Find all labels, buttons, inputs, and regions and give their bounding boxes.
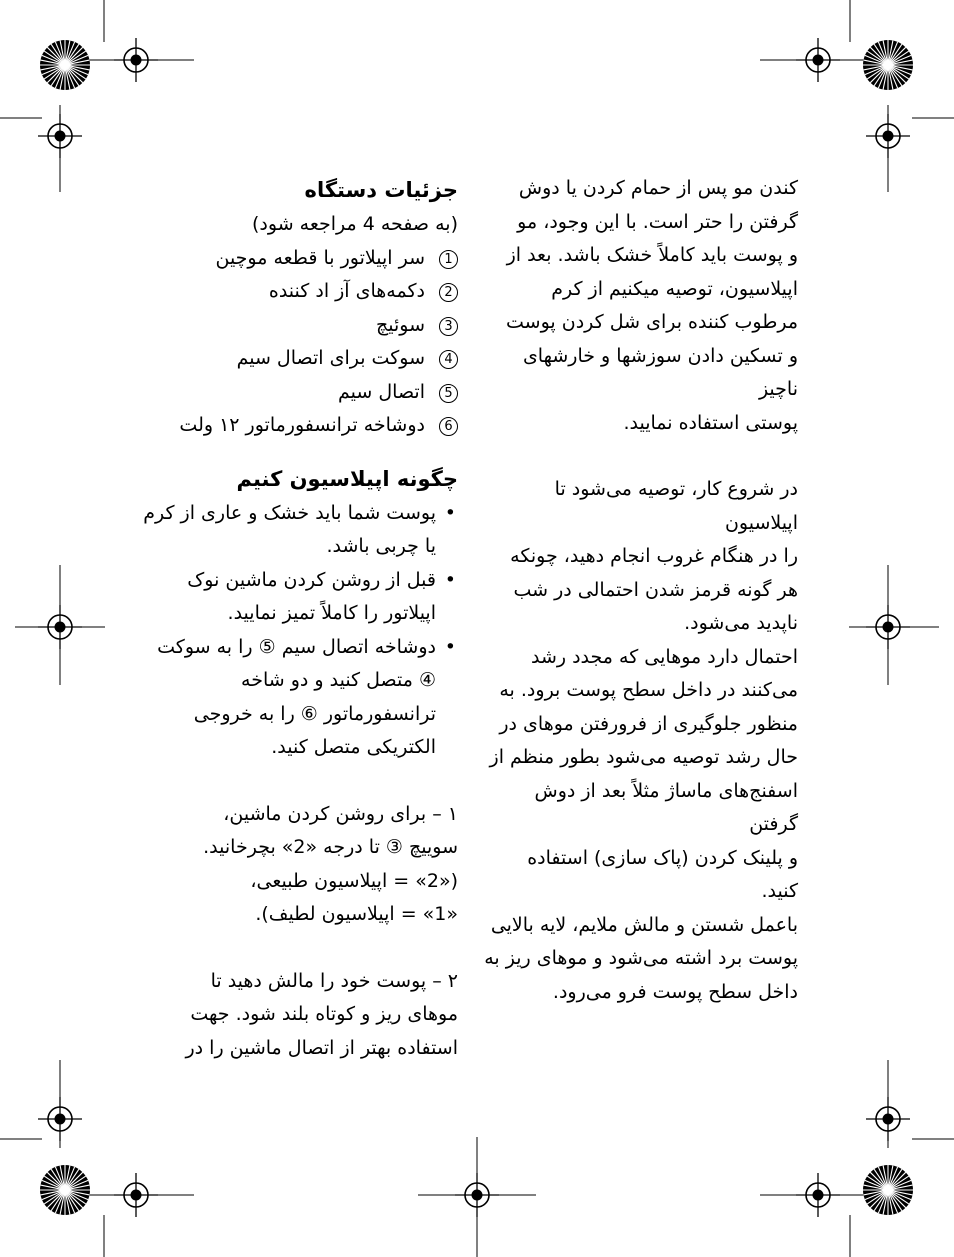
list-item [140,275,458,309]
list-item [140,309,458,343]
paragraph-ingrown-hairs: احتمال دارد موهایی که مجدد رشد می‌کنند در داخل سطح پوست برود. به منظور جلوگیری از فرورفتن موهای در حال رشد توصیه می‌شود بطور منظم از اسفنج‌های ماساژ مثلاً بعد از دوش گرفتن و پلینک کردن (پاک سازی) استفاده کنید. [489,645,798,902]
part-label: سوکت برای اتصال سیم [236,347,425,369]
list-item [140,376,458,410]
list-item [140,409,458,443]
spacer [140,932,458,965]
page-reference: (به صفحه 4 مراجعه شود) [252,213,458,235]
spacer [480,440,798,473]
part-label: سر اپیلاتور با قطعه موچین [215,246,425,269]
spacer [140,765,458,798]
part-number-badge: 5 [439,384,458,403]
part-number-badge: 4 [439,350,458,369]
part-number-badge: 3 [439,317,458,336]
parts-list [140,242,458,443]
step-1: ۱ – برای روشن کردن ماشین، سوییچ ③ تا درجه «2» بچرخانید. («2» = اپیلاسیون طبیعی، «1» = اپیلاسیون لطیف). [203,802,458,925]
bullet-item: • دوشاخه اتصال سیم ⑤ را به سوکت ④ متصل کنید و دو شاخه ترانسفورماتور ⑥ را به خروجی الکتریکی متصل کنید. [140,631,458,765]
left-text-column [140,172,458,1065]
bullet-list [140,497,458,765]
part-label: دکمه‌های آز اد کننده [268,280,425,302]
part-number-badge: 2 [439,283,458,302]
part-label: دوشاخه ترانسفورماتور ۱۲ ولت [179,414,425,436]
part-number-badge: 6 [439,417,458,436]
list-item [140,342,458,376]
step-2: ۲ – پوست خود را مالش دهید تا موهای ریز و کوتاه بلند شود. جهت استفاده بهتر از اتصال ماشین را در [185,969,458,1059]
right-text-column [480,172,798,1009]
part-number-badge: 1 [439,250,458,269]
paragraph-after-shower: کندن مو پس از حمام کردن یا دوش گرفتن را حتر است. با این وجود، مو و پوست باید کاملاً خشک باشد. بعد از اپیلاسیون، توصیه میکنیم از کرم مرطوب کننده برای شل کردن پوست و تسکین دادن سوزشها و خارشهای ناچیز پوستی استفاده نمایید. [506,177,798,434]
how-to-epilate-heading: چگونه اپیلاسیون کنیم [236,466,458,491]
bullet-item: • قبل از روشن کردن ماشین نوک اپیلاتور را کاملاً تمیز نمایید. [140,564,458,631]
paragraph-gentle-rubbing: باعمل شستن و مالش ملایم، لایه بالایی پوست برد اشته می‌شود و موهای ریز به داخل سطح پوست فرو می‌رود. [484,913,798,1003]
list-item [140,242,458,276]
device-details-heading: جزئیات دستگاه [304,178,458,202]
part-label: اتصال سیم [338,380,425,403]
part-label: سوئیچ [375,313,425,336]
bullet-item: • پوست شما باید خشک و عاری از کرم یا چربی باشد. [140,497,458,564]
paragraph-evening-epilation: در شروع کار، توصیه می‌شود تا اپیلاسیون را در هنگام غروب انجام دهید، چونکه هر گونه قرمز شدن احتمالی در شب ناپدید می‌شود. [510,478,798,634]
